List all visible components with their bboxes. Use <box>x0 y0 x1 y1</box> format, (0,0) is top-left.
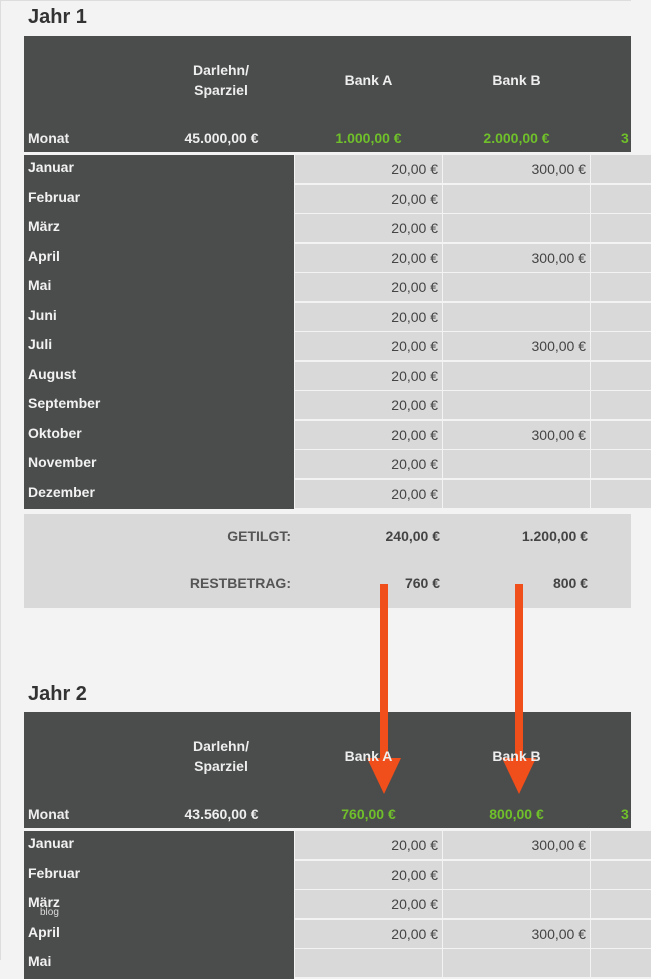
month-label: März <box>24 214 294 244</box>
col-month-header: Monat <box>28 806 70 822</box>
third-cell[interactable] <box>591 214 651 242</box>
bank-b-cell[interactable]: 300,00 € <box>443 920 590 948</box>
month-label: Februar <box>24 185 294 215</box>
month-label: November <box>24 450 294 480</box>
col-loan-header: Darlehn/ Sparziel <box>192 62 249 98</box>
bank-a-cell[interactable] <box>295 949 442 977</box>
third-cell[interactable] <box>591 303 651 331</box>
col-bank-b-header: Bank B <box>492 72 541 88</box>
table-row <box>24 480 631 510</box>
paid-bank-a: 240,00 € <box>385 528 440 544</box>
bank-a-cell[interactable]: 20,00 € <box>295 890 442 918</box>
bank-b-total: 2.000,00 € <box>483 130 550 146</box>
month-label: März <box>24 890 294 920</box>
month-label: Juni <box>24 303 294 333</box>
month-label: Januar <box>24 155 294 185</box>
month-label: April <box>24 920 294 950</box>
bank-a-cell[interactable]: 20,00 € <box>295 480 442 508</box>
table-header <box>24 36 631 152</box>
table-row <box>24 421 631 451</box>
bank-a-cell[interactable]: 20,00 € <box>295 155 442 183</box>
month-label: Mai <box>24 273 294 303</box>
table-row <box>24 332 631 362</box>
bank-a-cell[interactable]: 20,00 € <box>295 861 442 889</box>
third-cell[interactable] <box>591 391 651 419</box>
month-label: Mai <box>24 949 294 979</box>
third-cell[interactable] <box>591 362 651 390</box>
col-month-header: Monat <box>28 130 70 146</box>
bank-b-cell[interactable] <box>443 214 590 242</box>
bank-b-cell[interactable] <box>443 362 590 390</box>
bank-a-cell[interactable]: 20,00 € <box>295 391 442 419</box>
third-cell[interactable] <box>591 450 651 478</box>
bank-a-cell[interactable]: 20,00 € <box>295 273 442 301</box>
month-label: Dezember <box>24 480 294 510</box>
month-label: August <box>24 362 294 392</box>
summary-box <box>24 514 631 608</box>
bank-b-total: 800,00 € <box>489 806 544 822</box>
third-cell[interactable] <box>591 155 651 183</box>
third-cell[interactable] <box>591 949 651 977</box>
bank-b-cell[interactable] <box>443 273 590 301</box>
bank-a-cell[interactable]: 20,00 € <box>295 920 442 948</box>
col-bank-b-header: Bank B <box>492 748 541 764</box>
table-row <box>24 362 631 392</box>
third-cell[interactable] <box>591 831 651 859</box>
rest-bank-a: 760 € <box>404 575 440 591</box>
table-header <box>24 712 631 828</box>
table-row <box>24 861 631 891</box>
loan-total: 45.000,00 € <box>184 130 259 146</box>
table-row <box>24 185 631 215</box>
bank-b-cell[interactable] <box>443 450 590 478</box>
year-1-title: Jahr 1 <box>28 6 87 28</box>
bank-b-cell[interactable]: 300,00 € <box>443 155 590 183</box>
bank-b-cell[interactable] <box>443 480 590 508</box>
bank-a-cell[interactable]: 20,00 € <box>295 362 442 390</box>
bank-b-cell[interactable]: 300,00 € <box>443 244 590 272</box>
bank-b-cell[interactable] <box>443 861 590 889</box>
third-cell[interactable] <box>591 861 651 889</box>
third-cell[interactable] <box>591 332 651 360</box>
paid-bank-b: 1.200,00 € <box>521 528 588 544</box>
table-row <box>24 303 631 333</box>
loan-total: 43.560,00 € <box>184 806 259 822</box>
year-2-table <box>24 712 631 969</box>
table-row <box>24 155 631 185</box>
bank-a-cell[interactable]: 20,00 € <box>295 244 442 272</box>
bank-b-cell[interactable]: 300,00 € <box>443 332 590 360</box>
month-label: Juli <box>24 332 294 362</box>
bank-b-cell[interactable]: 300,00 € <box>443 421 590 449</box>
third-cell[interactable] <box>591 244 651 272</box>
third-total-cut: 3 <box>621 806 629 822</box>
month-label: Januar <box>24 831 294 861</box>
col-loan-header: Darlehn/ Sparziel <box>192 738 249 774</box>
third-cell[interactable] <box>591 273 651 301</box>
bank-a-cell[interactable]: 20,00 € <box>295 831 442 859</box>
rest-label: RESTBETRAG: <box>189 575 291 591</box>
table-row <box>24 949 631 979</box>
third-total-cut: 3 <box>621 130 629 146</box>
bank-b-cell[interactable]: 300,00 € <box>443 831 590 859</box>
table-row <box>24 273 631 303</box>
month-label: Februar <box>24 861 294 891</box>
third-cell[interactable] <box>591 890 651 918</box>
col-bank-a-header: Bank A <box>344 748 393 764</box>
bank-a-cell[interactable]: 20,00 € <box>295 303 442 331</box>
bank-a-cell[interactable]: 20,00 € <box>295 185 442 213</box>
bank-a-total: 1.000,00 € <box>335 130 402 146</box>
bank-a-cell[interactable]: 20,00 € <box>295 214 442 242</box>
bank-b-cell[interactable] <box>443 303 590 331</box>
third-cell[interactable] <box>591 920 651 948</box>
col-bank-a-header: Bank A <box>344 72 393 88</box>
year-2-title: Jahr 2 <box>28 683 87 705</box>
bank-b-cell[interactable] <box>443 890 590 918</box>
bank-b-cell[interactable] <box>443 391 590 419</box>
table-row <box>24 450 631 480</box>
third-cell[interactable] <box>591 480 651 508</box>
month-label: April <box>24 244 294 274</box>
bank-b-cell[interactable] <box>443 949 590 977</box>
third-cell[interactable] <box>591 185 651 213</box>
watermark: blog <box>40 907 59 918</box>
table-row <box>24 244 631 274</box>
month-label: Oktober <box>24 421 294 451</box>
year-1-table <box>24 36 631 611</box>
bank-a-total: 760,00 € <box>341 806 396 822</box>
bank-a-cell[interactable]: 20,00 € <box>295 450 442 478</box>
table-row <box>24 831 631 861</box>
table-row <box>24 391 631 421</box>
rest-bank-b: 800 € <box>552 575 588 591</box>
third-cell[interactable] <box>591 421 651 449</box>
bank-a-cell[interactable]: 20,00 € <box>295 421 442 449</box>
bank-b-cell[interactable] <box>443 185 590 213</box>
table-row <box>24 920 631 950</box>
table-row <box>24 890 631 920</box>
month-label: September <box>24 391 294 421</box>
paid-label: GETILGT: <box>227 528 291 544</box>
bank-a-cell[interactable]: 20,00 € <box>295 332 442 360</box>
table-row <box>24 214 631 244</box>
